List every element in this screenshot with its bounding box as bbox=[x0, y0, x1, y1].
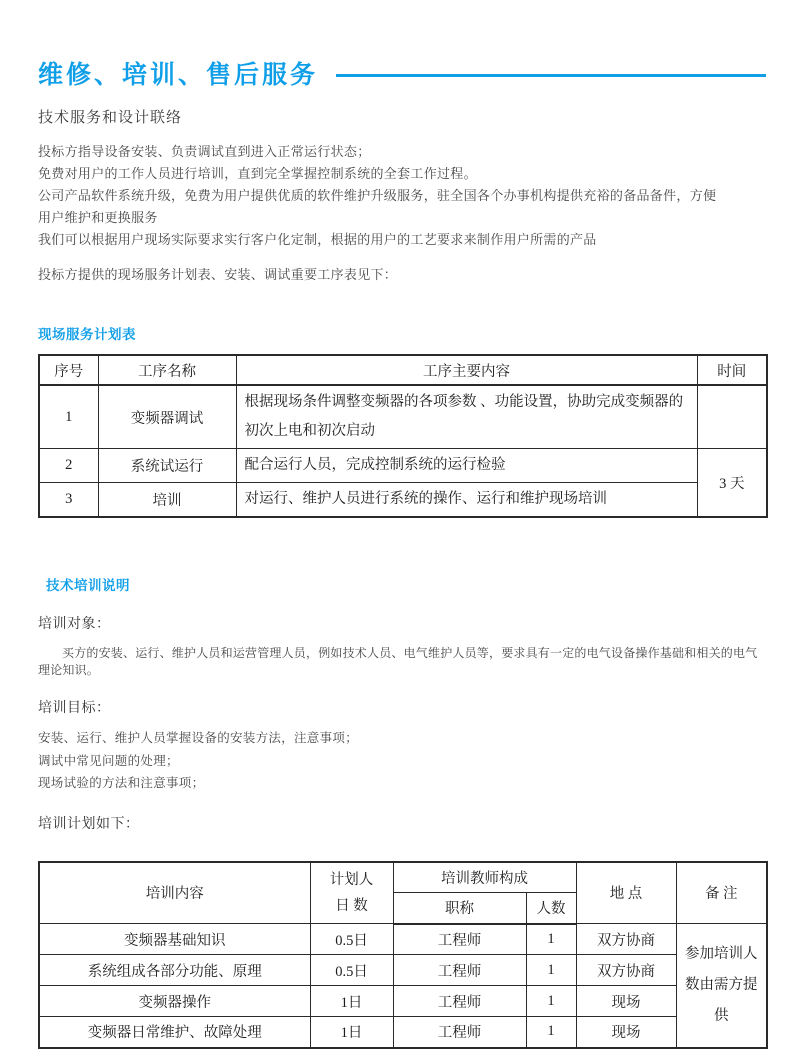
intro-line: 免费对用户的工作人员进行培训，直到完全掌握控制系统的全套工作过程。 bbox=[38, 166, 477, 181]
cell-no: 2 bbox=[39, 449, 98, 483]
cell-content: 系统组成各部分功能、原理 bbox=[39, 955, 310, 986]
table-header-row bbox=[39, 355, 767, 385]
cell-days: 1日 bbox=[310, 1017, 393, 1048]
table-row bbox=[39, 483, 767, 518]
table-header-row bbox=[39, 862, 767, 893]
section-heading-training: 技术培训说明 bbox=[46, 578, 130, 593]
goal-line: 安装、运行、维护人员掌握设备的安装方法，注意事项； bbox=[38, 731, 359, 745]
plan-label: 培训计划如下： bbox=[38, 814, 140, 831]
audience-label: 培训对象： bbox=[38, 615, 111, 631]
cell-location: 双方协商 bbox=[576, 924, 676, 955]
cell-time-empty bbox=[697, 385, 767, 449]
cell-no: 3 bbox=[39, 483, 98, 518]
cell-title: 工程师 bbox=[393, 1017, 526, 1048]
cell-remark-merged: 参加培训人数由需方提供 bbox=[676, 924, 767, 1048]
cell-content: 根据现场条件调整变频器的各项参数 、功能设置，协助完成变频器的初次上电和初次启动 bbox=[236, 385, 697, 449]
header-cell-name: 工序名称 bbox=[98, 355, 236, 385]
table-row bbox=[39, 385, 767, 449]
intro-line: 公司产品软件系统升级，免费为用户提供优质的软件维护升级服务，驻全国各个办事机构提供充裕的备品备件，方便 bbox=[38, 188, 717, 203]
cell-content: 配合运行人员，完成控制系统的运行检验 bbox=[236, 449, 697, 483]
goal-list bbox=[38, 727, 766, 795]
header-cell-title: 职称 bbox=[393, 893, 526, 924]
cell-name: 变频器调试 bbox=[98, 385, 236, 449]
cell-count: 1 bbox=[526, 924, 576, 955]
header-cell-days bbox=[310, 862, 393, 924]
cell-location: 现场 bbox=[576, 986, 676, 1017]
cell-count: 1 bbox=[526, 955, 576, 986]
header-cell-count: 人数 bbox=[526, 893, 576, 924]
header-cell-no: 序号 bbox=[39, 355, 98, 385]
intro-line: 我们可以根据用户现场实际要求实行客户化定制，根据的用户的工艺要求来制作用户所需的产品 bbox=[38, 232, 597, 247]
section-heading-service-plan: 现场服务计划表 bbox=[38, 327, 136, 342]
subtitle: 技术服务和设计联络 bbox=[38, 109, 183, 126]
cell-title: 工程师 bbox=[393, 924, 526, 955]
cell-content: 变频器基础知识 bbox=[39, 924, 310, 955]
header-cell-teachers: 培训教师构成 bbox=[393, 862, 576, 893]
cell-location: 双方协商 bbox=[576, 955, 676, 986]
goal-line: 调试中常见问题的处理； bbox=[38, 753, 179, 768]
goal-label: 培训目标： bbox=[38, 699, 111, 715]
service-plan-table bbox=[38, 354, 768, 518]
cell-title: 工程师 bbox=[393, 986, 526, 1017]
table-row bbox=[39, 924, 767, 955]
page-title: 维修、培训、售后服务 bbox=[38, 61, 319, 89]
header-cell-remark: 备 注 bbox=[676, 862, 767, 924]
title-rule-line bbox=[336, 74, 766, 77]
header-cell-location: 地 点 bbox=[576, 862, 676, 924]
audience-text: 买方的安装、运行、维护人员和运营管理人员，例如技术人员、电气维护人员等，要求具有一定的电气设备操作基础和相关的电气理论知识。 bbox=[38, 646, 758, 677]
cell-no: 1 bbox=[39, 385, 98, 449]
table-row bbox=[39, 955, 767, 986]
intro-line: 用户维护和更换服务 bbox=[38, 210, 158, 225]
tables-note: 投标方提供的现场服务计划表、安装、调试重要工序表见下： bbox=[38, 267, 398, 282]
cell-count: 1 bbox=[526, 986, 576, 1017]
header-cell-content: 工序主要内容 bbox=[236, 355, 697, 385]
table-row bbox=[39, 1017, 767, 1048]
cell-days: 0.5日 bbox=[310, 924, 393, 955]
intro-paragraph bbox=[38, 141, 766, 251]
goal-line: 现场试验的方法和注意事项； bbox=[38, 776, 205, 790]
cell-count: 1 bbox=[526, 1017, 576, 1048]
cell-time-merged: 3 天 bbox=[697, 449, 767, 518]
header-days-line2: 日 数 bbox=[335, 897, 368, 914]
cell-location: 现场 bbox=[576, 1017, 676, 1048]
table-row bbox=[39, 986, 767, 1017]
training-plan-table bbox=[38, 861, 768, 1049]
title-row bbox=[38, 0, 766, 91]
cell-days: 0.5日 bbox=[310, 955, 393, 986]
cell-title: 工程师 bbox=[393, 955, 526, 986]
cell-content: 对运行、维护人员进行系统的操作、运行和维护现场培训 bbox=[236, 483, 697, 518]
header-cell-time: 时间 bbox=[697, 355, 767, 385]
cell-content: 变频器操作 bbox=[39, 986, 310, 1017]
cell-content: 变频器日常维护、故障处理 bbox=[39, 1017, 310, 1048]
cell-name: 培训 bbox=[98, 483, 236, 518]
table-row bbox=[39, 449, 767, 483]
intro-line: 投标方指导设备安装、负责调试直到进入正常运行状态； bbox=[38, 144, 371, 159]
header-days-line1: 计划人 bbox=[329, 871, 374, 888]
cell-name: 系统试运行 bbox=[98, 449, 236, 483]
cell-days: 1日 bbox=[310, 986, 393, 1017]
header-cell-content: 培训内容 bbox=[39, 862, 310, 924]
